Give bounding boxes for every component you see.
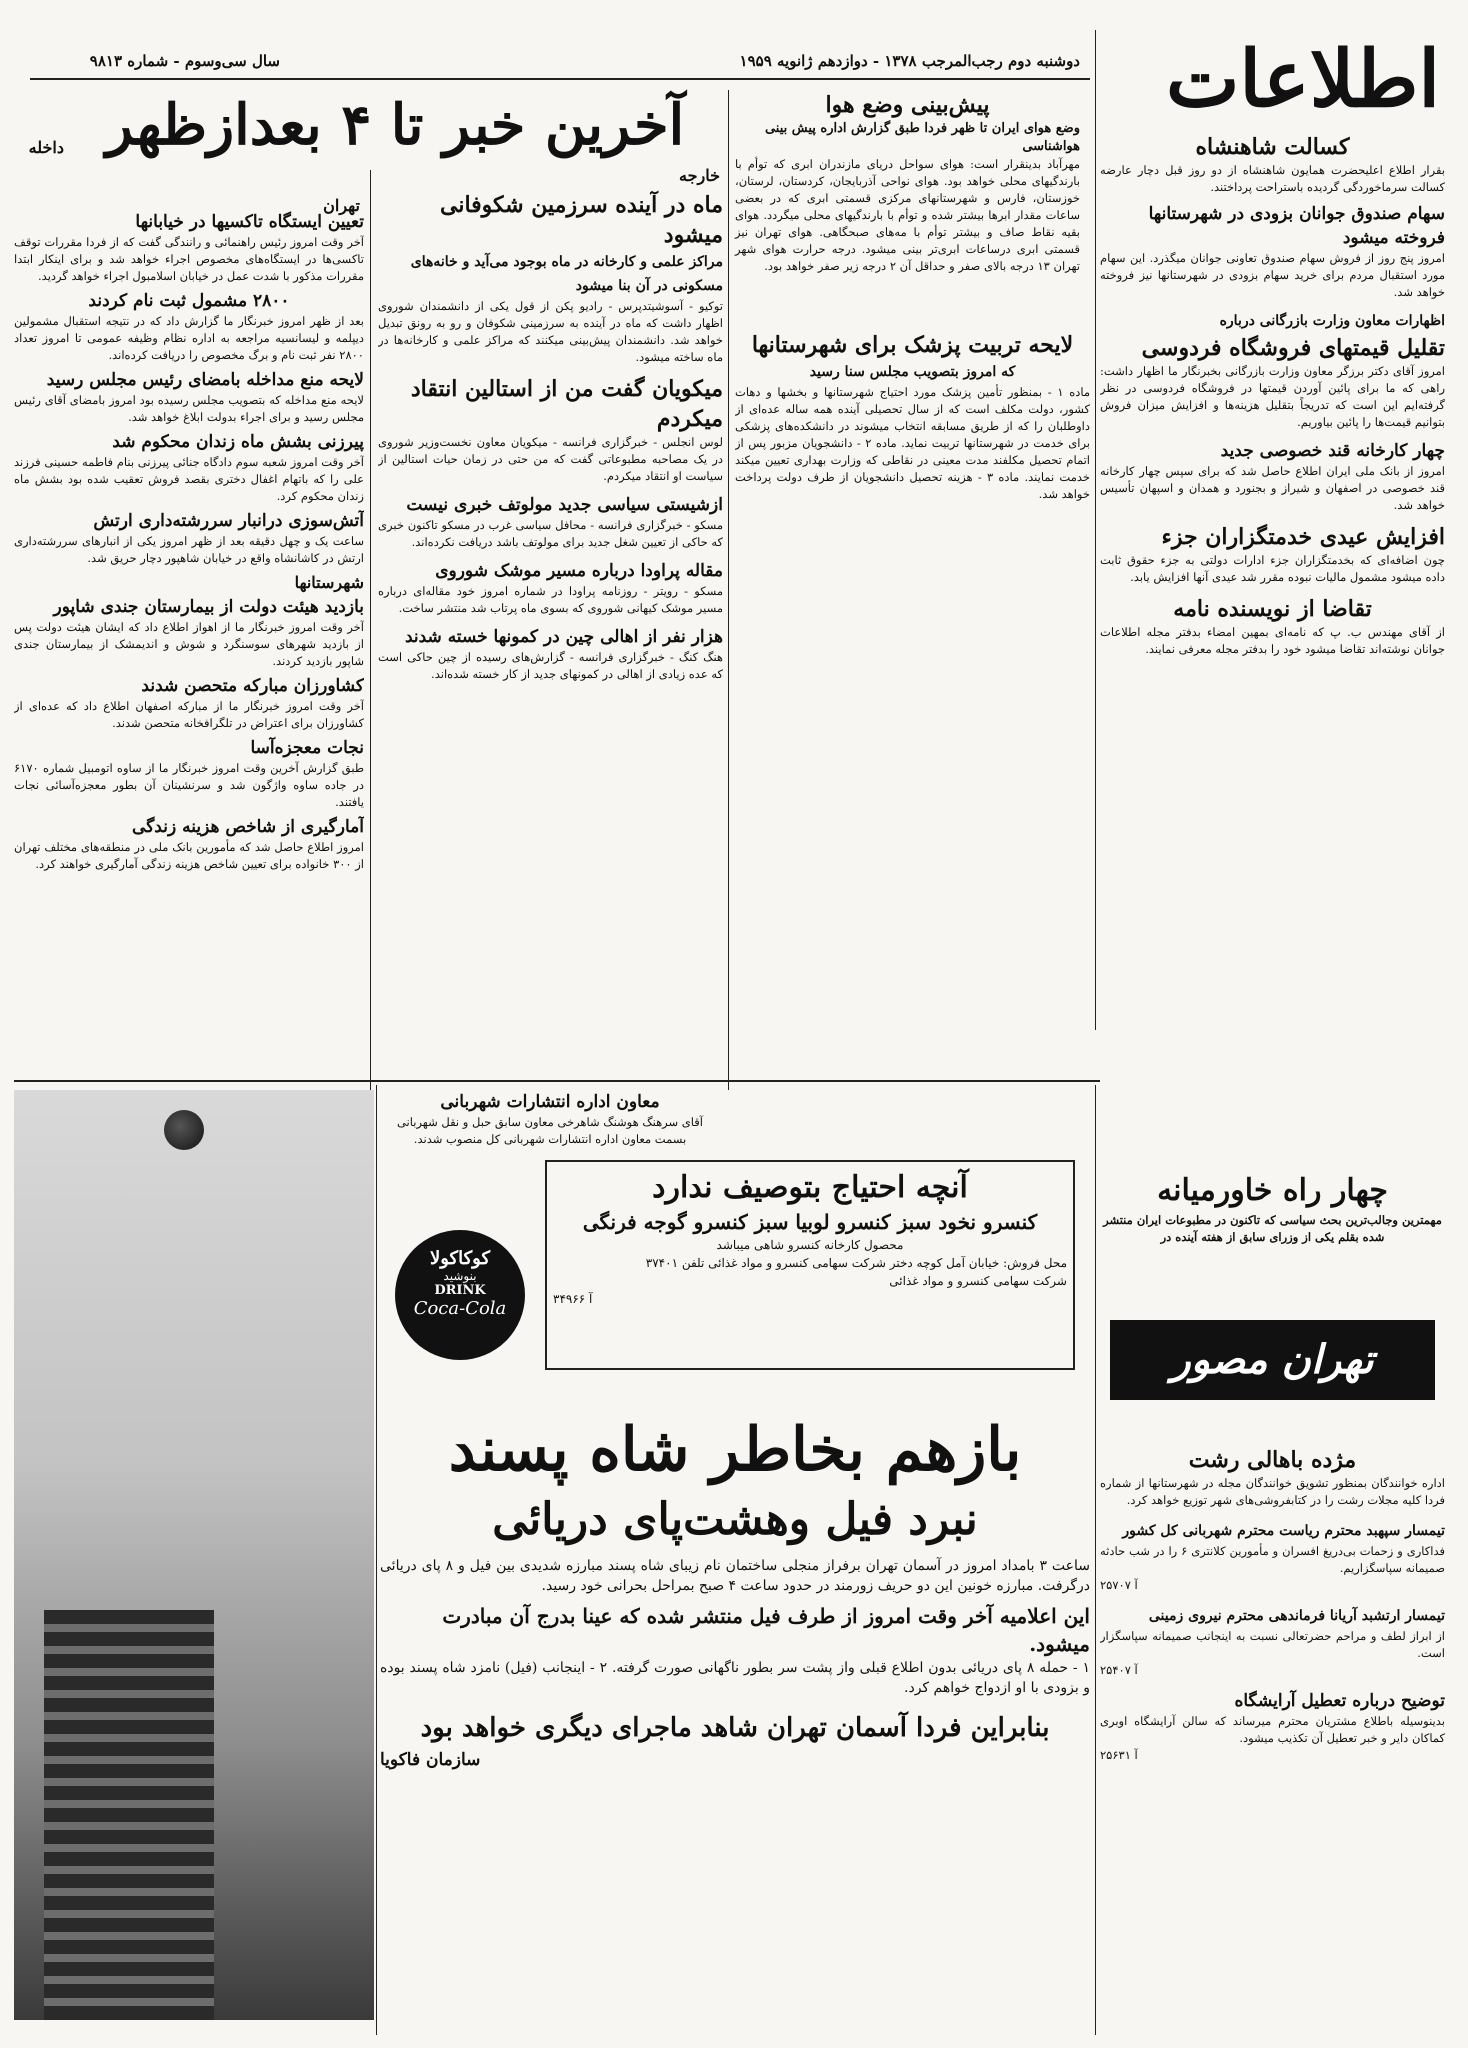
mashmul-text: بعد از ظهر امروز خبرنگار ما گزارش داد که در نتیجه استقبال مشمولین دیپلمه و لیسانسیه مراجعه به اداره نظام وظیفه عمومی تا امروز تعداد ۲۸۰۰ نفر ثبت نام و برگ مخصوص را دریافت کرده‌اند. (14, 314, 364, 362)
weather-box (735, 90, 1080, 320)
keshavarz-title: کشاورزان مبارکه متحصن شدند (141, 676, 364, 696)
laiheh-mon-title: لایحه منع مداخله بامضای رئیس مجلس رسید (46, 370, 364, 390)
weather-text: مهرآباد بدینقرار است: هوای سواحل دریای مازندران ابری که توأم با بارندگیهای محلی خواهد بود. هوای نواحی آذربایجان، کردستان، لرستان، خوزستان، فارس و شهرستانهای مرکزی قسمتی ابری که در بعضی ساعات مقدار ابرها بیشتر شده و توأم با بارندگیهای محلی میگردد. هوای بقیه نقاط صاف و بیشتر توأم با مه‌های صبحگاهی. هوای تهران نیز قسمتی ابری درساعات ابری‌تر بینی میشود. درجه حرارت هوای شهر تهران ۱۳ درجه بالای صفر و حداقل آن ۲ درجه زیر صفر خواهد بود. (735, 157, 1080, 273)
weather-title: پیش‌بینی وضع هوا (825, 92, 990, 118)
mid-rule (14, 1080, 1100, 1082)
kesalat-text: بقرار اطلاع اعلیحضرت همایون شاهنشاه از دو روز قبل دچار عارضه کسالت سرماخوردگی گردیده باستراحت پرداختند. (1100, 163, 1445, 194)
mashmul-title: ۲۸۰۰ مشمول ثبت نام کردند (88, 291, 290, 311)
zan-title: پیرزنی بشش ماه زندان محکوم شد (112, 432, 364, 452)
kanoon-title: معاون اداره انتشارات شهربانی (440, 1092, 660, 1112)
circus-signature: سازمان فاکویا (380, 1750, 481, 1770)
circus-footer: بنابراین فردا آسمان تهران شاهد ماجرای دیگری خواهد بود (420, 1713, 1050, 1743)
tasliyat2-title: تیمسار ارتشبد آریانا فرماندهی محترم نیروی زمینی (1148, 1608, 1445, 1624)
mojezeh-title: نجات معجزه‌آسا (250, 738, 364, 758)
taxi-title: تعیین ایستگاه تاکسیها در خیابانها (135, 212, 364, 232)
right-lower-notices (1100, 1445, 1445, 2030)
circus-ad (380, 1410, 1090, 2020)
section-tehran: تهران (323, 196, 360, 215)
weather-subtitle: وضع هوای ایران تا ظهر فردا طبق گزارش اداره پیش بینی هواشناسی (764, 121, 1080, 154)
tasliyat1-code: آ ۲۵۷۰۷ (1100, 1578, 1138, 1592)
mah-text: توکیو - آسوشیتدپرس - رادیو پکن از قول یکی از دانشمندان شوروی اظهار داشت که ماه در آینده به سرزمینی شکوفان و رو به رونق تبدیل خواهد شد. دانشمندان پیش‌بینی میکنند که مراکز علمی و کارخانه‌ها در ماه ساخته میشود. (378, 299, 723, 364)
column-rule (728, 90, 729, 1090)
keshavarz-text: آخر وقت امروز خبرنگار ما از مبارکه اصفهان اطلاع داد که عده‌ای از کشاورزان برای اعتراض در تلگرافخانه متحصن شدند. (14, 699, 364, 730)
coke-small: بنوشید (443, 1269, 477, 1283)
tasliyat1-title: تیمسار سپهبد محترم ریاست محترم شهربانی کل کشور (1122, 1523, 1445, 1539)
section-kharejeh: خارجه (679, 166, 720, 185)
taxi-text: آخر وقت امروز رئیس راهنمائی و رانندگی گفت که از فردا مقررات توقف تاکسی‌ها در ایستگاه‌های مخصوص اجراء خواهد شد و برای اینکار ابتدا مقررات مذکور با شدت عمل در خیابان اسلامبول اجراء خواهد گردید. (14, 235, 364, 283)
canned-line3: شرکت سهامی کنسرو و مواد غذائی (889, 1274, 1067, 1288)
dateline-issue: سال سی‌وسوم - شماره ۹۸۱۳ (89, 52, 280, 70)
laiheh-article (735, 330, 1090, 1050)
rasht-text: اداره خوانندگان بمنظور تشویق خوانندگان مجله در شهرستانها از شماره فردا کلیه مجلات رشت را در کتابفروشی‌های شهر توزیع خواهد کرد. (1100, 1476, 1445, 1507)
column-rule (1095, 1085, 1096, 2035)
canned-ad (545, 1160, 1075, 1370)
canned-line2: محل فروش: خیابان آمل کوچه دختر شرکت سهامی کنسرو و مواد غذائی تلفن ۳۷۴۰۱ (645, 1256, 1067, 1270)
mooshak-title: مقاله پراودا درباره مسیر موشک شوروی (435, 561, 723, 581)
section-dakheleh: داخله (28, 138, 64, 157)
taqaza-text: از آقای مهندس ب. پ که نامه‌ای بمهین امضاء بدفتر مجله اطلاعات جوانان نوشته‌اند تقاضا میشود خود را بدفتر مجله معرفی نمایند. (1100, 625, 1445, 656)
kanoon-text: آقای سرهنگ هوشنگ شاهرخی معاون سابق حبل و نقل شهربانی بسمت معاون اداره انتشارات شهربانی کل منصوب شدند. (396, 1115, 704, 1146)
coca-cola-logo (395, 1230, 525, 1360)
right-column (1100, 132, 1445, 1032)
left-column (14, 210, 364, 1070)
photo-building (14, 1090, 374, 2020)
qand-text: امروز از بانک ملی ایران اطلاع حاصل شد که برای سپس چهار کارخانه قند خصوصی در اصفهان و شیراز و بجنورد و همدان و اسپهان تأسیس خواهد شد. (1100, 464, 1445, 512)
atash-text: ساعت یک و چهل دقیقه بعد از ظهر امروز یکی از انبارهای سررشته‌داری ارتش در کاشانشاه واقع در خیابان شاهپور دچار حریق شد. (14, 534, 364, 565)
circus-line2: نبرد فیل وهشت‌پای دریائی (492, 1494, 978, 1545)
masthead-title: اطلاعات (1165, 34, 1440, 125)
circus-body: ساعت ۳ بامداد امروز در آسمان تهران برفراز منجلی ساختمان نام زیبای شاه پسند مبارزه شدیدی بین فیل و ۸ پای دریائی درگرفت. مبارزه خونین این دو حریف زورمند در حدود ساعت ۴ صبح بمراحل بحرانی خود رسید. (380, 1558, 1090, 1594)
bazdid-text: آخر وقت امروز خبرنگار ما از اهواز اطلاع داد که ایشان هیئت دولت پس از بازدید شهرهای سوسنگرد و شوش و اندیمشک از بیمارستان جندی شاپور بازدید کردند. (14, 620, 364, 668)
china-text: هنگ کنگ - خبرگزاری فرانسه - گزارش‌های رسیده از چین حاکی است که عده زیادی از اهالی در کمونهای جدید از کار خسته شده‌اند. (378, 650, 723, 681)
kesalat-title: کسالت شاهنشاه (1195, 134, 1350, 160)
ferdowsi-title: تقلیل قیمتهای فروشگاه فردوسی (1141, 335, 1445, 361)
coke-farsi: کوکاکولا (429, 1248, 491, 1269)
middle-east-text: مهمترین وجالب‌ترین بحث سیاسی که تاکنون در مطبوعات ایران منتشر شده بقلم یکی از وزرای سابق از هفته آینده در (1103, 1213, 1442, 1244)
column-rule (376, 1085, 377, 2035)
canned-subtitle: کنسرو نخود سبز کنسرو لوبیا سبز کنسرو گوجه فرنگی (582, 1210, 1038, 1234)
balloon-shape (164, 1110, 204, 1150)
section-shahrestanha: شهرستانها (294, 573, 364, 592)
mah-subtitle: مراکز علمی و کارخانه در ماه بوجود می‌آید و خانه‌های مسکونی در آن بنا میشود (410, 254, 723, 294)
atash-title: آتش‌سوزی درانبار سررشته‌داری ارتش (93, 511, 364, 531)
dateline-date: دوشنبه دوم رجب‌المرجب ۱۳۷۸ - دوازدهم ژانویه ۱۹۵۹ (739, 52, 1080, 70)
arayeshgah-title: توضیح درباره تعطیل آرایشگاه (1234, 1691, 1445, 1711)
zan-text: آخر وقت امروز شعبه سوم دادگاه جنائی پیرزنی بنام فاطمه حسینی فرزند علی را که باتهام اغفال دختری بقصد فروش تعقیب شده بود بشش ماه زندان محکوم کرد. (14, 455, 364, 503)
mid-left-column (378, 190, 723, 1070)
canned-title: آنچه احتیاج بتوصیف ندارد (652, 1170, 968, 1205)
mah-title: ماه در آینده سرزمین شکوفانی میشود (439, 192, 723, 248)
column-rule (1095, 30, 1096, 1030)
tasliyat2-text: از ابراز لطف و مراحم حضرتعالی نسبت به اینجانب صمیمانه سپاسگزار است. (1100, 1629, 1445, 1660)
top-rule (30, 78, 1090, 80)
arayeshgah-code: آ ۲۵۶۳۱ (1100, 1748, 1138, 1762)
coke-drink: DRINK (434, 1283, 486, 1298)
taqaza-title: تقاضا از نویسنده نامه (1173, 596, 1372, 622)
qand-title: چهار کارخانه قند خصوصی جدید (1220, 441, 1445, 461)
rasht-title: مژده باهالی رشت (1188, 1447, 1357, 1473)
mikoyan-text: لوس انجلس - خبرگزاری فرانسه - میکویان معاون نخست‌وزیر شوروی در یک مصاحبه مطبوعاتی گفت که من حتی در زمان حیات استالین از سیاست او انتقاد میکردم. (378, 435, 723, 483)
arayeshgah-text: بدینوسیله باطلاع مشتریان محترم میرساند که سالن آرایشگاه اوبری کماکان دایر و خبر تعطیل آن تکذیب میشود. (1100, 1714, 1445, 1745)
ferdowsi-text: امروز آقای دکتر برزگر معاون وزارت بازرگانی بخبرنگار ما اظهار داشت: راهی که ما برای پائین آوردن قیمتها در فروشگاه فردوسی در نظر گرفته‌ایم این است که تدریجاً بتقلیل هزینه‌ها و افزایش میزان فروش بتوانیم قیمت‌ها را پائین بیاوریم. (1100, 364, 1445, 429)
canned-code: آ ۳۴۹۶۶ (553, 1292, 593, 1306)
tasliyat1-text: فداکاری و زحمات بی‌دریغ افسران و مأمورین کلانتری ۶ را در شب حادثه صمیمانه سپاسگزاریم. (1100, 1544, 1445, 1575)
molotov-text: مسکو - خبرگزاری فرانسه - محافل سیاسی غرب در مسکو تاکنون خبری که حاکی از تعیین شغل جدید برای مولوتف باشد دریافت نکرده‌اند. (378, 518, 723, 549)
circus-line1: بازهم بخاطر شاه پسند (448, 1415, 1022, 1485)
laiheh-subtitle: که امروز بتصویب مجلس سنا رسید (809, 364, 1016, 380)
mooshak-text: مسکو - رویتر - روزنامه پراودا در شماره امروز خود مقاله‌ای درباره مسیر موشک کیهانی شوروی که بسوی ماه پرتاب شد منتشر ساخت. (378, 584, 723, 615)
laiheh-mon-text: لایحه منع مداخله که بتصویب مجلس رسیده بود امروز بامضای آقای رئیس مجلس رسید و برای اجراء بدولت ابلاغ خواهد شد. (14, 393, 364, 424)
mojezeh-text: طبق گزارش آخرین وقت امروز خبرنگار ما از ساوه اتومبیل شماره ۶۱۷۰ در جاده ساوه واژگون شد و سرنشینان آن بطور معجزه‌آسائی نجات یافتند. (14, 761, 364, 809)
saham-text: امروز پنج روز از فروش سهام صندوق تعاونی جوانان میگذرد. این سهام مورد استقبال مردم برای خرید سهام بزودی در شهرستانها نیز فروخته خواهد شد. (1100, 251, 1445, 299)
circus-points: ۱ - حمله ۸ پای دریائی بدون اطلاع قبلی واز پشت سر بطور ناگهانی صورت گرفته. ۲ - اینجانب (فیل) نامزد شاه پسند بوده و بزودی با او ازدواج خواهم کرد. (380, 1660, 1090, 1696)
eidi-title: افزایش عیدی خدمتگزاران جزء (1161, 524, 1445, 550)
amargiri-text: امروز اطلاع حاصل شد که مأمورین بانک ملی در منطقه‌های مختلف تهران از ۳۰۰ خانواده برای تعیین شاخص هزینه زندگی آمارگیری خواهند کرد. (14, 840, 364, 871)
molotov-title: ازشیستی سیاسی جدید مولوتف خبری نیست (406, 495, 723, 515)
middle-east-title: چهار راه خاورمیانه (1157, 1173, 1388, 1208)
saham-title: سهام صندوق جوانان بزودی در شهرستانها فروخته میشود (1148, 204, 1445, 248)
bazdid-title: بازدید هیئت دولت از بیمارستان جندی شاپور (53, 597, 364, 617)
banner-headline: آخرین خبر تا ۴ بعدازظهر (105, 92, 685, 158)
amargiri-title: آمارگیری از شاخص هزینه زندگی (132, 817, 364, 837)
laiheh-text: ماده ۱ - بمنظور تأمین پزشک مورد احتیاج شهرستانها و بخشها و دهات کشور، دولت مکلف است که از سال تحصیلی آینده همه ساله عده‌ای از داوطلبان را که از طریق مسابقه انتخاب میشوند در دانشکده‌های پزشکی برای خدمت در شهرستانها تربیت نماید. ماده ۲ - دانشجویان مزبور پس از اتمام تحصیل مکلفند مدت معینی در نقاطی که وزارت بهداری تعیین میکند خدمت نمایند. ماده ۳ - هزینه تحصیل دانشجویان از طرف دولت پرداخت خواهد شد. (735, 385, 1090, 501)
laiheh-title: لایحه تربیت پزشک برای شهرستانها (751, 332, 1074, 358)
column-rule (370, 170, 371, 1090)
tehran-mosavar-wordmark: تهران مصور (1110, 1320, 1435, 1400)
tasliyat2-code: آ ۲۵۴۰۷ (1100, 1663, 1138, 1677)
canned-line1: محصول کارخانه کنسرو شاهی میباشد (716, 1238, 904, 1252)
building-tower (44, 1610, 214, 2020)
coke-brand: Coca-Cola (413, 1298, 507, 1319)
ferdowsi-kicker: اظهارات معاون وزارت بازرگانی درباره (1219, 313, 1445, 329)
mikoyan-title: میکویان گفت من از استالین انتقاد میکردم (410, 376, 723, 432)
circus-notice: این اعلامیه آخر وقت امروز از طرف فیل منتشر شده که عینا بدرج آن مبادرت میشود. (442, 1604, 1090, 1656)
eidi-text: چون اضافه‌ای که بخدمتگزاران جزء ادارات دولتی به جزء حقوق ثابت داده میشود مشمول مالیات نبوده مقرر شد عیدی آنها افزایش یابد. (1100, 553, 1445, 584)
china-title: هزار نفر از اهالی چین در کمونها خسته شدند (404, 627, 723, 647)
